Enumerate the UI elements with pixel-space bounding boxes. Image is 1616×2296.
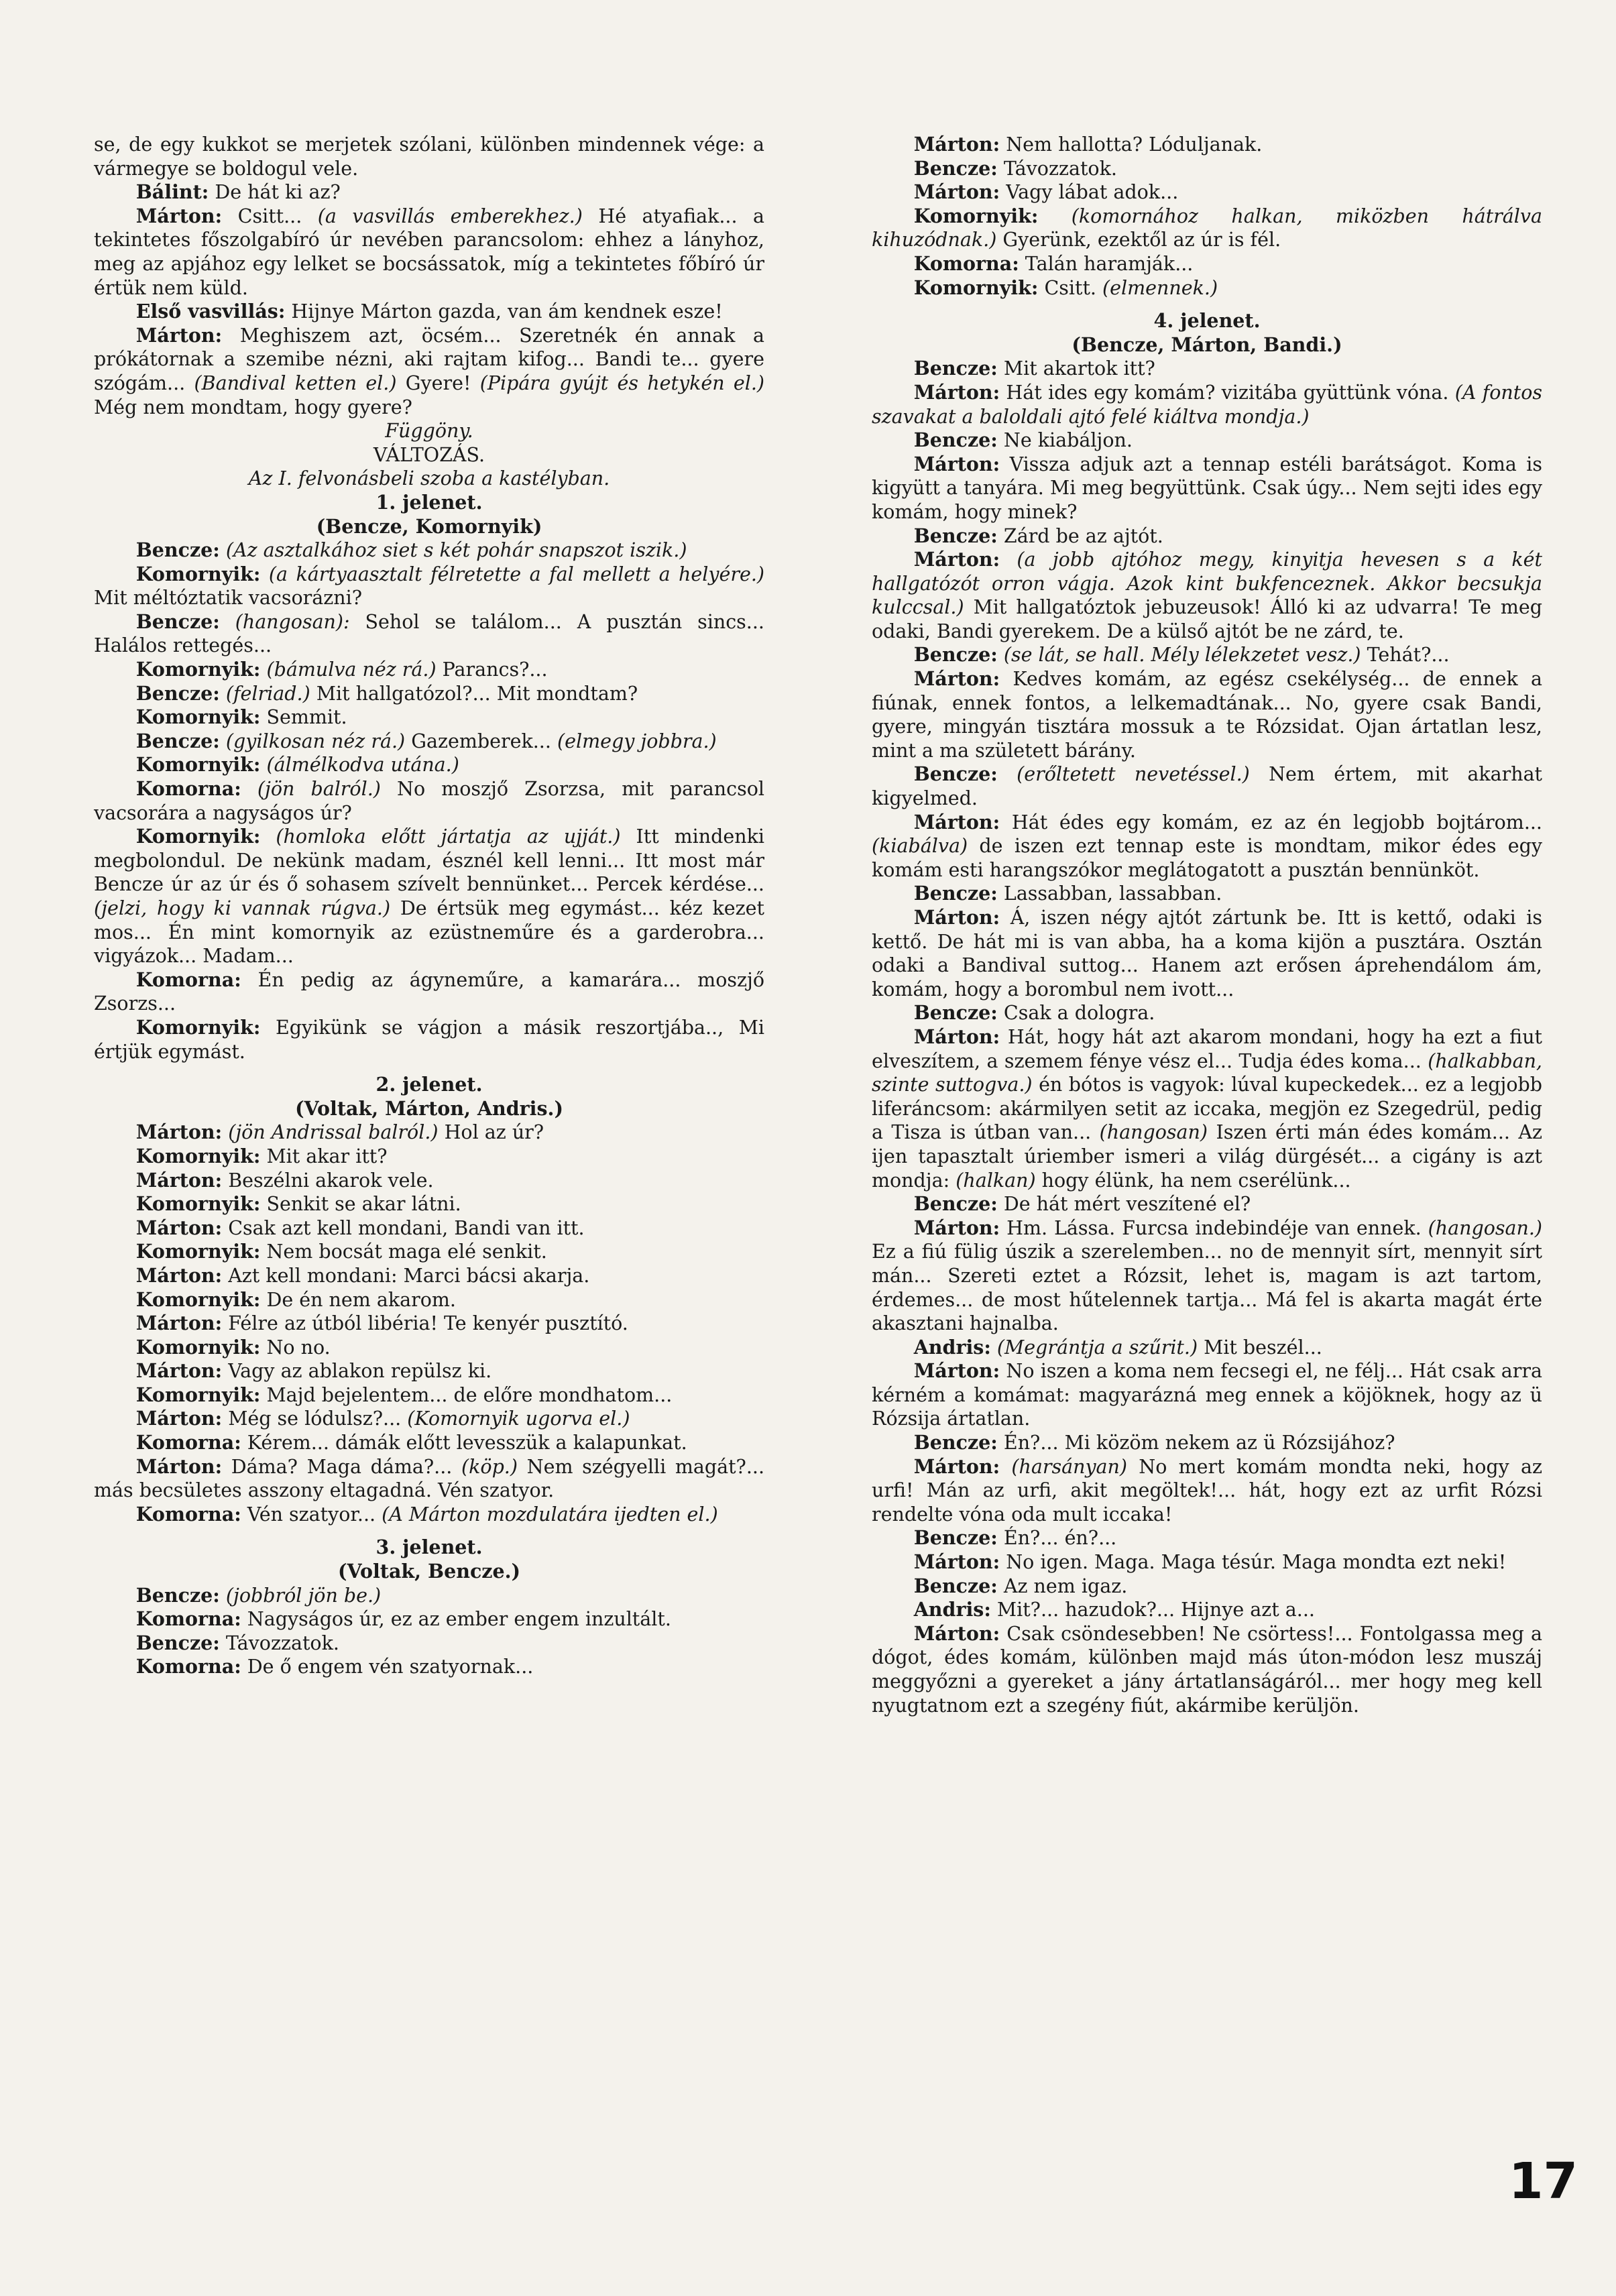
dialogue-line: Márton: (harsányan) No mert komám mondta neki, hogy az urfi! Mán az urfi, akit megöltek!... hát, hogy ezt az urfit Rózsi rendelte vóna oda mult iccaka!: [872, 1454, 1543, 1526]
stage-direction: (homloka előtt jártatja az ujját.): [276, 825, 621, 848]
speaker: Bencze:: [913, 357, 998, 380]
dialogue-line: Márton: Beszélni akarok vele.: [135, 1168, 434, 1192]
stage-direction: (kiabálva): [872, 835, 968, 858]
speaker: Komornyik:: [135, 1192, 261, 1216]
dialogue-line: Márton: Félre az útból libéria! Te kenyér pusztító.: [135, 1312, 628, 1335]
dialogue-line: Komorna: Én pedig az ágyneműre, a kamarára... moszjő Zsorzs...: [94, 968, 764, 1015]
speaker: Márton:: [913, 1359, 1000, 1383]
dialogue-line: Bencze: (gyilkosan néz rá.) Gazemberek... (elmegy jobbra.): [135, 729, 717, 752]
speaker: Bencze:: [913, 1192, 998, 1216]
dialogue-line: Bencze: Én?... én?...: [913, 1526, 1117, 1550]
speaker: Komorna:: [135, 1502, 241, 1526]
dialogue-line: Andris: (Megrántja a szűrit.) Mit beszél...: [913, 1335, 1322, 1359]
dialogue-line: Bencze: Én?... Mi közöm nekem az ü Rózsijához?: [913, 1431, 1395, 1454]
speaker: Komornyik:: [913, 276, 1039, 299]
dialogue-line: Márton: Hm. Lássa. Furcsa indebindéje van ennek. (hangosan.) Ez a fiú fülig úszik a szerelemben... no de mennyit sírt, mennyit sírt mán... Szereti eztet a Rózsit, lehet is, magam is azt tartom, érdemes... de most hűtelennek tartja... Má fel is akarta magát érte akasztani hajnalba.: [872, 1216, 1542, 1335]
dialogue-line: Komornyik: Egyikünk se vágjon a másik reszortjába.., Mi értjük egymást.: [94, 1015, 764, 1063]
stage-direction: (hangosan): [1099, 1121, 1208, 1144]
dialogue-line: [94, 753, 764, 777]
dialogue-line: Komorna: De ő engem vén szatyornak...: [135, 1655, 534, 1678]
speaker: Komorna:: [913, 251, 1019, 275]
speaker: Bencze:: [913, 643, 998, 667]
stage-direction: (a vasvillás emberekhez.): [317, 205, 583, 227]
speaker: Márton:: [135, 1168, 223, 1192]
scene-cast: (Voltak, Bencze.): [337, 1560, 521, 1583]
speaker: Márton:: [135, 1407, 223, 1430]
speaker: Bencze:: [913, 762, 998, 786]
speaker: Bencze:: [913, 1431, 998, 1454]
speaker: Andris:: [913, 1335, 991, 1359]
speaker: Bencze:: [135, 610, 220, 633]
dialogue-line: Márton: Vagy lábat adok...: [913, 180, 1179, 204]
speaker: Bencze:: [913, 882, 998, 905]
speaker: Márton:: [913, 133, 1000, 156]
dialogue-line: Márton: Hát ides egy komám? vizitába gyüttünk vóna. (A fontos szavakat a baloldali ajtó felé kiáltva mondja.): [872, 380, 1543, 428]
dialogue-line: Komorna: Vén szatyor... (A Márton mozdulatára ijedten el.): [135, 1502, 718, 1526]
dialogue-line: Márton: Hát, hogy hát azt akarom mondani, hogy ha ezt a fiut elveszítem, a szemem fénye vész el... Tudja édes koma... (halkabban, szinte suttogva.) én bótos is vagyok: lúval kupeckedek... ez a legjobb liferáncsom: akármilyen setit az iccaka, megjön ez Szegedrül, pedig a Tisza is útban van... (hangosan) Iszen érti mán édes komám... Az ijen tapasztalt úriember ismeri a világ dürgését... a cigány is azt mondja: (halkan) hogy élünk, ha nem cserélünk...: [872, 1025, 1543, 1192]
dialogue-line: Andris: Mit?... hazudok?... Hijnye azt a...: [913, 1598, 1315, 1621]
dialogue-line: Komornyik: Csitt. (elmennek.): [913, 276, 1218, 299]
dialogue-line: Komorna: Kérem... dámák előtt levesszük a kalapunkat.: [135, 1431, 687, 1454]
speaker: Bencze:: [913, 1526, 998, 1550]
dialogue-line: Komornyik: Senkit se akar látni.: [135, 1192, 461, 1216]
speaker: Komornyik:: [135, 825, 261, 848]
dialogue-line: Márton: Csak azt kell mondani, Bandi van itt.: [135, 1216, 585, 1239]
dialogue-line: Bencze: Zárd be az ajtót.: [913, 524, 1163, 547]
dialogue-line: Bencze: Mit akartok itt?: [913, 357, 1155, 380]
stage-direction: (gyilkosan néz rá.): [225, 730, 406, 752]
dialogue-line: Komornyik: (a kártyaasztalt félretette a fal mellett a helyére.) Mit méltóztatik vacsorázni?: [94, 562, 765, 610]
speaker: Komorna:: [135, 1655, 241, 1678]
stage-direction: (Bandival ketten el.): [194, 371, 397, 394]
scene-cast: (Bencze, Komornyik): [316, 514, 542, 538]
stage-direction: (elmegy jobbra.): [557, 730, 717, 752]
stage-direction: (hangosan.): [1428, 1216, 1542, 1239]
speaker: Márton:: [135, 204, 223, 227]
dialogue-line: Márton: Nem hallotta? Lóduljanak.: [913, 133, 1263, 156]
scene-cast: (Bencze, Márton, Bandi.): [1072, 333, 1342, 356]
speaker: Komornyik:: [135, 1335, 261, 1359]
dialogue-line: Márton: (jön Andrissal balról.) Hol az úr?: [135, 1121, 544, 1144]
dialogue-line: Komorna: Talán haramják...: [913, 251, 1194, 275]
speaker: Bencze:: [135, 1631, 220, 1654]
dialogue-line: Márton: Hát édes egy komám, ez az én legjobb bojtárom... (kiabálva) de iszen ezt tennap este is mondtam, mikor édes egy komám esti harangszókor meglátogatott a pusztán bennünköt.: [872, 810, 1542, 881]
stage-direction: (a kártyaasztalt félretette a fal mellett a helyére.): [268, 563, 765, 585]
stage-direction: (jelzi, hogy ki vannak rúgva.): [94, 897, 391, 919]
dialogue-line: Bencze: (se lát, se hall. Mély lélekzetet vesz.) Tehát?...: [913, 643, 1450, 667]
dialogue-line: Márton: Csak csöndesebben! Ne csörtess!... Fontolgassa meg a dógot, édes komám, különben majd más úton-módon lesz muszáj meggyőzni a gyereket a jány ártatlanságáról... mer hogy meg kell nyugtatnom ezt a szegény fiút, akármibe kerüljön.: [872, 1621, 1542, 1717]
speaker: Komorna:: [135, 968, 241, 991]
stage-direction: (harsányan): [1011, 1455, 1128, 1478]
speaker: Márton:: [913, 906, 1000, 929]
dialogue-line: Komornyik: (bámulva néz rá.) Parancs?...: [135, 658, 548, 681]
dialogue-line: Márton: No igen. Maga. Maga tésúr. Maga mondta ezt neki!: [913, 1550, 1507, 1574]
speaker: Márton:: [135, 1216, 223, 1239]
speaker: Bencze:: [913, 1001, 998, 1025]
speaker: Márton:: [913, 452, 1000, 475]
speaker: Komorna:: [135, 1431, 241, 1454]
scene-title: 2. jelenet.: [376, 1073, 483, 1096]
stage-direction: (felriad.): [225, 682, 310, 705]
dialogue-line: Bencze: Az nem igaz.: [913, 1574, 1128, 1597]
speaker: Márton:: [913, 1550, 1000, 1574]
speaker: Márton:: [913, 1025, 1000, 1048]
paragraph: se, de egy kukkot se merjetek szólani, különben mindennek vége: a vármegye se boldogul vele.: [94, 133, 764, 180]
speaker: Márton:: [135, 1121, 223, 1144]
dialogue-line: Bencze: (felriad.) Mit hallgatózol?... Mit mondtam?: [135, 681, 638, 705]
dialogue-line: Bencze: Lassabban, lassabban.: [913, 882, 1222, 905]
speaker: Komorna:: [135, 1607, 241, 1631]
stage-direction: (köp.): [461, 1455, 518, 1478]
dialogue-line: Márton: Még se lódulsz?... (Komornyik ugorva el.): [135, 1407, 630, 1430]
dialogue-line: Bencze: Csak a dologra.: [913, 1001, 1155, 1025]
dialogue-line: Márton: Vissza adjuk azt a tennap estéli barátságot. Koma is kigyütt a tanyára. Mi meg begyüttünk. Csak úgy... Nem sejti ides egy komám, hogy minek?: [872, 452, 1542, 523]
dialogue-line: Márton: Kedves komám, az egész csekélység... de ennek a fiúnak, ennek fontos, a lelkemadtának... No, gyere csak Bandi, gyere, mingyán tisztára mossuk a te Rózsidat. Ojan ártatlan lesz, mint a ma született bárány.: [872, 667, 1542, 762]
page-number: 17: [1509, 2152, 1578, 2210]
dialogue-line: Első vasvillás: Hijnye Márton gazda, van ám kendnek esze!: [135, 300, 723, 323]
stage-direction: (halkan): [956, 1169, 1036, 1192]
stage-direction: (A Márton mozdulatára ijedten el.): [382, 1503, 718, 1526]
speaker: Márton:: [135, 1312, 223, 1335]
stage-direction: (hangosan):: [235, 610, 350, 633]
speaker: Komorna:: [135, 777, 241, 801]
left-column: [94, 133, 764, 1679]
speaker: Komornyik:: [913, 204, 1039, 227]
dialogue-line: [94, 1584, 764, 1608]
dialogue-line: Márton: (a jobb ajtóhoz megy, kinyitja hevesen s a két hallgatózót orron vágja. Azok kint bukfenceznek. Akkor becsukja kulccsal.) Mit hallgatóztok jebuzeusok! Álló ki az udvarra! Te meg odaki, Bandi gyerekem. De a külső ajtót be ne zárd, te.: [872, 548, 1543, 642]
dialogue-line: Komornyik: Nem bocsát maga elé senkit.: [135, 1240, 547, 1263]
speaker: Márton:: [135, 1454, 223, 1478]
speaker: Márton:: [135, 1263, 223, 1287]
dialogue-line: Komorna: Nagyságos úr, ez az ember engem inzultált.: [135, 1607, 671, 1631]
speaker: Márton:: [913, 1621, 1000, 1645]
stage-direction: (Pipára gyújt és hetykén el.): [479, 371, 765, 394]
speaker: Márton:: [913, 548, 1000, 571]
dialogue-line: Bencze: Távozzatok.: [913, 156, 1117, 180]
dialogue-line: Komornyik: Semmit.: [135, 705, 347, 729]
stage-direction: (erőltetett nevetéssel.): [1017, 763, 1250, 786]
stage-direction: (komornához halkan, miközben hátrálva kihuzódnak.): [872, 205, 1542, 251]
dialogue-line: Bencze: Ne kiabáljon.: [913, 428, 1133, 452]
dialogue-line: Komorna: (jön balról.) No moszjő Zsorzsa, mit parancsol vacsorára a nagyságos úr?: [94, 777, 764, 824]
speaker: Komornyik:: [135, 1287, 261, 1311]
speaker: Márton:: [135, 323, 223, 347]
dialogue-line: Márton: Meghiszem azt, öcsém... Szeretnék én annak a prókátornak a szemibe nézni, aki rajtam kifog... Bandi te... gyere szógám... (Bandival ketten el.) Gyere! (Pipára gyújt és hetykén el.) Még nem mondtam, hogy gyere?: [94, 323, 765, 418]
speaker: Márton:: [913, 1454, 1000, 1478]
speaker: Márton:: [135, 1359, 223, 1383]
dialogue-line: Komornyik: Mit akar itt?: [135, 1144, 388, 1167]
speaker: Márton:: [913, 810, 1000, 834]
speaker: Komornyik:: [135, 562, 261, 585]
speaker: Bencze:: [135, 729, 220, 752]
right-column: [872, 133, 1542, 1717]
scene-title: 1. jelenet.: [376, 490, 483, 514]
speaker: Bencze:: [135, 538, 220, 562]
speaker: Bálint:: [135, 180, 209, 204]
stage-direction: (álmélkodva utána.): [266, 754, 459, 777]
stage-direction: (Komornyik ugorva el.): [407, 1408, 630, 1430]
speaker: Bencze:: [913, 156, 998, 180]
stage-direction: (A fontos szavakat a baloldali ajtó felé kiáltva mondja.): [872, 381, 1543, 428]
dialogue-line: Bencze: De hát mért veszítené el?: [913, 1192, 1251, 1216]
dialogue-line: Komornyik: No no.: [135, 1335, 331, 1359]
speaker: Komornyik:: [135, 705, 261, 729]
dialogue-line: Márton: Á, iszen négy ajtót zártunk be. Itt is kettő, odaki is kettő. De hát mi is van abba, ha a koma kijön a pusztára. Osztán odaki a Bandival suttog... Hanem azt erősen áprehendálom ám, komám, hogy a borombul nem ivott...: [872, 906, 1543, 1000]
speaker: Komornyik:: [135, 1144, 261, 1167]
dialogue-line: Komornyik: (komornához halkan, miközben hátrálva kihuzódnak.) Gyerünk, ezektől az úr is fél.: [872, 204, 1542, 251]
dialogue-line: Komornyik: De én nem akarom.: [135, 1287, 456, 1311]
scene-change: VÁLTOZÁS.: [373, 443, 485, 466]
setting-note: Az I. felvonásbeli szoba a kastélyban.: [248, 467, 610, 490]
stage-direction: (se lát, se hall. Mély lélekzetet vesz.): [1003, 644, 1361, 667]
dialogue-line: Márton: Azt kell mondani: Marci bácsi akarja.: [135, 1263, 590, 1287]
curtain-note: Függöny.: [385, 420, 473, 443]
speaker: Andris:: [913, 1598, 991, 1621]
speaker: Bencze:: [913, 428, 998, 452]
speaker: Bencze:: [913, 524, 998, 547]
stage-direction: (jön balról.): [257, 778, 381, 801]
dialogue-line: [94, 538, 764, 563]
stage-direction: (a jobb ajtóhoz megy, kinyitja hevesen s a két hallgatózót orron vágja. Azok kint bukfenceznek. Akkor becsukja kulccsal.): [872, 549, 1543, 619]
speaker: Első vasvillás:: [135, 300, 286, 323]
stage-direction: (jobbról jön be.): [225, 1584, 382, 1607]
dialogue-line: Bencze: (erőltetett nevetéssel.) Nem értem, mit akarhat kigyelmed.: [872, 762, 1543, 810]
speaker: Bencze:: [135, 1583, 220, 1607]
speaker: Márton:: [913, 180, 1000, 204]
dialogue-line: Komornyik: (homloka előtt jártatja az ujját.) Itt mindenki megbolondul. De nekünk madam, észnél kell lenni... Itt most már Bencze úr az úr és ő sohasem szívelt bennünket... Percek kérdése... (jelzi, hogy ki vannak rúgva.) De értsük meg egymást... kéz kezet mos... Én mint komornyik az ezüstneműre és a garderobra... vigyázok... Madam...: [94, 825, 764, 968]
dialogue-line: Bálint: De hát ki az?: [135, 180, 341, 204]
dialogue-line: Márton: Dáma? Maga dáma?... (köp.) Nem szégyelli magát?... más becsületes asszony eltagadná. Vén szatyor.: [94, 1454, 765, 1502]
speaker: Márton:: [913, 1216, 1000, 1239]
speaker: Komornyik:: [135, 753, 261, 777]
speaker: Bencze:: [913, 1574, 998, 1597]
stage-direction: (Megrántja a szűrit.): [996, 1336, 1198, 1359]
speaker: Komornyik:: [135, 1240, 261, 1263]
speaker: Bencze:: [135, 681, 220, 705]
dialogue-line: Bencze: (hangosan): Sehol se találom... A pusztán sincs... Halálos rettegés...: [94, 610, 764, 657]
speaker: Komornyik:: [135, 658, 261, 681]
scene-title: 3. jelenet.: [376, 1536, 483, 1559]
dialogue-line: Bencze: Távozzatok.: [135, 1631, 339, 1654]
stage-direction: (Az asztalkához siet s két pohár snapszot iszik.): [225, 539, 687, 562]
stage-direction: (jön Andrissal balról.): [228, 1121, 439, 1144]
stage-direction: (bámulva néz rá.): [266, 658, 437, 681]
dialogue-line: Komornyik: Majd bejelentem... de előre mondhatom...: [135, 1383, 673, 1406]
speaker: Komornyik:: [135, 1383, 261, 1406]
dialogue-line: Márton: No iszen a koma nem fecsegi el, ne félj... Hát csak arra kérném a komámat: magyarázná meg ennek a köjöknek, hogy az ü Rózsija ártatlan.: [872, 1359, 1542, 1430]
scene-title: 4. jelenet.: [1153, 309, 1261, 333]
stage-direction: (elmennek.): [1102, 276, 1218, 299]
scene-cast: (Voltak, Márton, Andris.): [295, 1096, 563, 1120]
speaker: Márton:: [913, 667, 1000, 691]
speaker: Márton:: [913, 380, 1000, 404]
stage-direction: (halkabban, szinte suttogva.): [872, 1049, 1542, 1096]
speaker: Komornyik:: [135, 1015, 261, 1039]
dialogue-line: Márton: Csitt... (a vasvillás emberekhez.) Hé atyafiak... a tekintetes főszolgabíró úr nevében parancsolom: ehhez a lányhoz, meg az apjához egy lelket se bocsássatok, míg a tekintetes főbíró úr értük nem küld.: [94, 204, 765, 299]
dialogue-line: Márton: Vagy az ablakon repülsz ki.: [135, 1359, 492, 1383]
